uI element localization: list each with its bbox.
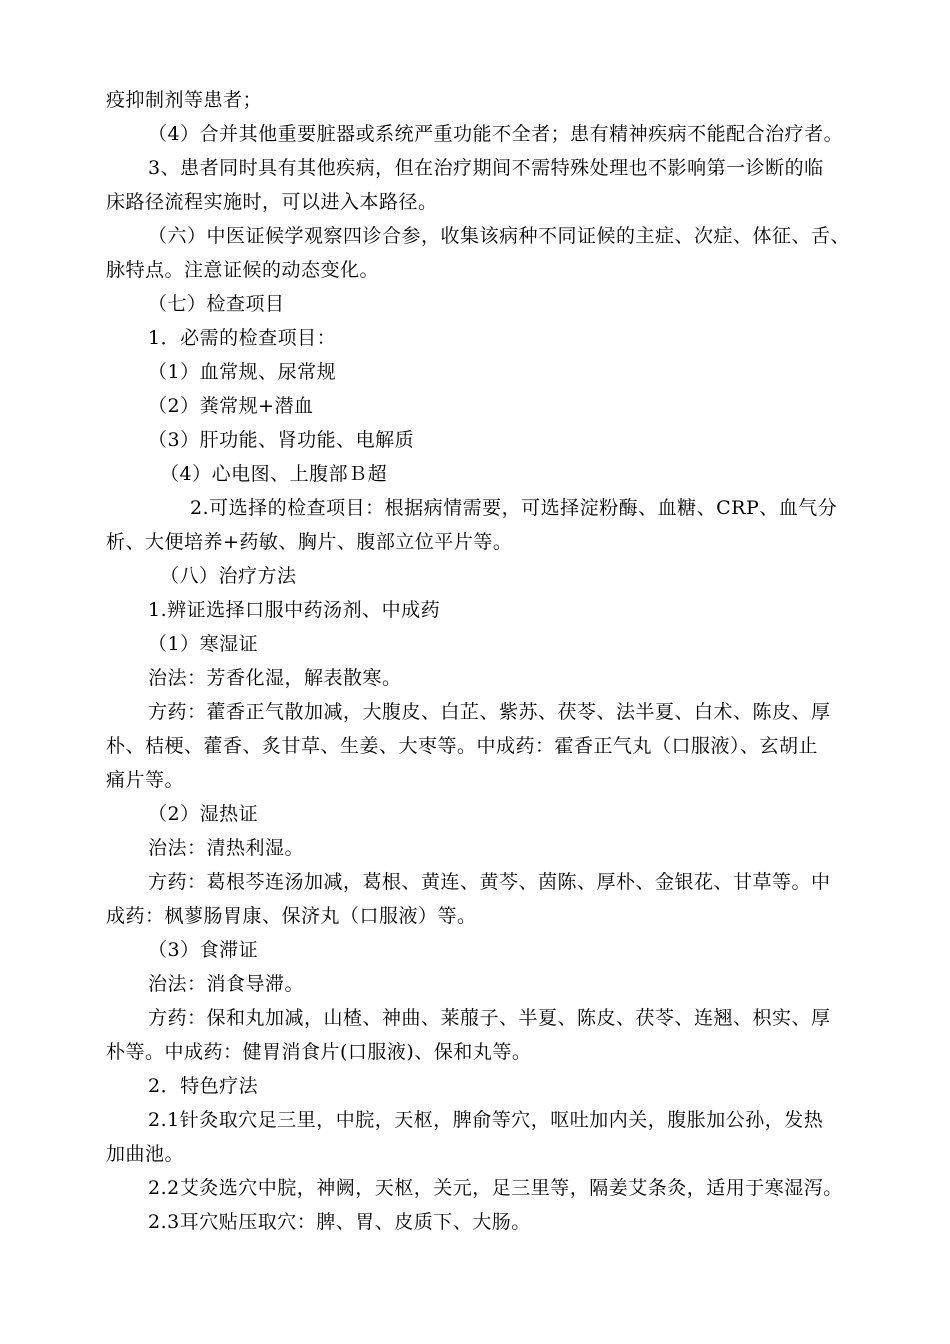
text-line: 脉特点。注意证候的动态变化。: [106, 259, 380, 281]
text-line: 3、患者同时具有其他疾病，但在治疗期间不需特殊处理也不影响第一诊断的临: [148, 157, 824, 179]
text-line: （4）合并其他重要脏器或系统严重功能不全者；患有精神疾病不能配合治疗者。: [148, 123, 844, 145]
text-line: 治法：清热利湿。: [148, 837, 305, 859]
text-line: 治法：消食导滞。: [148, 973, 305, 995]
text-line: 方药：葛根芩连汤加减，葛根、黄连、黄芩、茵陈、厚朴、金银花、甘草等。中: [148, 871, 831, 893]
text-line: 2.2艾灸选穴中脘，神阙，天枢，关元，足三里等，隔姜艾条灸，适用于寒湿泻。: [148, 1177, 843, 1199]
text-line: 成药：枫蓼肠胃康、保济丸（口服液）等。: [106, 905, 477, 927]
text-line: （3）食滞证: [148, 939, 259, 961]
text-line: 1．必需的检查项目：: [148, 327, 337, 349]
text-line: （2）粪常规+潜血: [148, 395, 314, 417]
text-line: （1）寒湿证: [148, 633, 259, 655]
text-line: （3）肝功能、肾功能、电解质: [148, 429, 415, 451]
text-line: 加曲池。: [106, 1143, 185, 1165]
text-line: 方药：保和丸加减，山楂、神曲、莱菔子、半夏、陈皮、茯苓、连翘、枳实、厚: [148, 1007, 831, 1029]
text-line: （4）心电图、上腹部Ｂ超: [160, 463, 388, 485]
text-line: 痛片等。: [106, 769, 185, 791]
text-line: 床路径流程实施时，可以进入本路径。: [106, 191, 438, 213]
section-heading: （七）检查项目: [148, 293, 285, 315]
text-line: 方药：藿香正气散加减，大腹皮、白芷、紫苏、茯苓、法半夏、白术、陈皮、厚: [148, 701, 831, 723]
text-line: 2．特色疗法: [148, 1075, 259, 1097]
section-heading: （八）治疗方法: [160, 565, 297, 587]
text-line: （1）血常规、尿常规: [148, 361, 337, 383]
text-line: （2）湿热证: [148, 803, 259, 825]
text-line: 朴等。中成药：健胃消食片(口服液)、保和丸等。: [106, 1041, 532, 1063]
text-line: （六）中医证候学观察四诊合参，收集该病种不同证候的主症、次症、体征、舌、: [148, 225, 851, 247]
text-line: 2.3耳穴贴压取穴：脾、胃、皮质下、大肠。: [148, 1211, 531, 1233]
text-line: 朴、桔梗、藿香、炙甘草、生姜、大枣等。中成药：霍香正气丸（口服液）、玄胡止: [106, 735, 819, 757]
text-line: 2.可选择的检查项目：根据病情需要，可选择淀粉酶、血糖、CRP、血气分: [190, 497, 838, 519]
text-line: 析、大便培养+药敏、胸片、腹部立位平片等。: [106, 531, 513, 553]
text-line: 治法：芳香化湿，解表散寒。: [148, 667, 402, 689]
text-line: 1.辨证选择口服中药汤剂、中成药: [148, 599, 441, 621]
text-line: 疫抑制剂等患者；: [106, 89, 263, 111]
text-line: 2.1针灸取穴足三里，中脘，天枢，脾俞等穴，呕吐加内关，腹胀加公孙，发热: [148, 1109, 824, 1131]
